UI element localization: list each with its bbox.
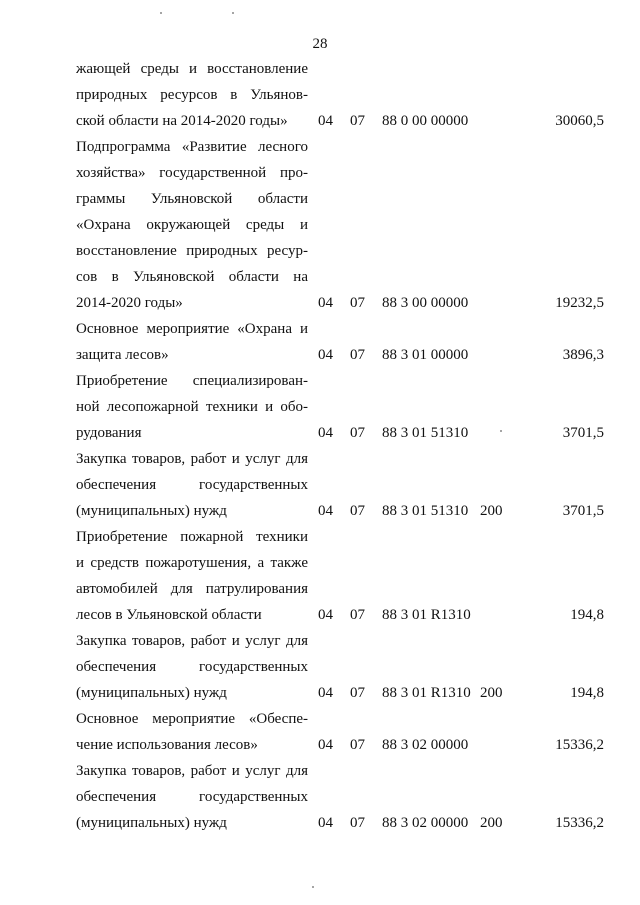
- target-article-code: 88 3 02 00000: [382, 737, 469, 753]
- expense-type-code: [480, 290, 510, 316]
- row-name-line: лесов в Ульяновской области: [76, 607, 262, 623]
- target-article-code: 88 3 01 R1310: [382, 685, 471, 701]
- row-name-line: рудования: [76, 425, 142, 441]
- scan-speck: [232, 12, 234, 14]
- row-name-line: Закупка товаров, работ и услуг для: [76, 763, 308, 779]
- row-name-line: хозяйства» государственной про-: [76, 165, 308, 181]
- expense-type-code: 200: [480, 685, 503, 701]
- row-name: [76, 706, 308, 758]
- section-code: 04: [318, 425, 333, 441]
- table-row: [0, 368, 640, 446]
- amount: 194,8: [570, 607, 604, 623]
- table-row: [0, 316, 640, 368]
- row-name-line: ской области на 2014-2020 годы»: [76, 113, 288, 129]
- row-name-line: сов в Ульяновской области на: [76, 269, 308, 285]
- row-name-line: природных ресурсов в Ульянов-: [76, 87, 308, 103]
- row-name-line: автомобилей для патрулирования: [76, 581, 308, 597]
- row-name-line: «Охрана окружающей среды и: [76, 217, 308, 233]
- row-name-line: обеспечения государственных: [76, 659, 308, 675]
- row-name: [76, 316, 308, 368]
- section-code: 04: [318, 113, 333, 129]
- amount: 3896,3: [562, 347, 604, 363]
- row-name-line: (муниципальных) нужд: [76, 685, 227, 701]
- table-row: [0, 446, 640, 524]
- row-name: [76, 56, 308, 134]
- row-name-line: Основное мероприятие «Обеспе-: [76, 711, 308, 727]
- budget-table: [0, 56, 640, 836]
- scan-speck: [500, 430, 502, 432]
- amount: 15336,2: [555, 815, 604, 831]
- subsection-code: 07: [350, 113, 365, 129]
- expense-type-code: 200: [480, 815, 503, 831]
- table-row: [0, 134, 640, 316]
- row-name-line: Приобретение специализирован-: [76, 373, 308, 389]
- expense-type-code: [480, 108, 510, 134]
- subsection-code: 07: [350, 347, 365, 363]
- target-article-code: 88 3 02 00000: [382, 815, 469, 831]
- amount: 3701,5: [562, 503, 604, 519]
- target-article-code: 88 0 00 00000: [382, 113, 469, 129]
- row-name: [76, 134, 308, 316]
- row-name-line: Приобретение пожарной техники: [76, 529, 308, 545]
- row-name-line: ной лесопожарной техники и обо-: [76, 399, 308, 415]
- row-name-line: (муниципальных) нужд: [76, 503, 227, 519]
- amount: 19232,5: [555, 295, 604, 311]
- scan-speck: [312, 886, 314, 888]
- target-article-code: 88 3 01 51310: [382, 425, 469, 441]
- table-row: [0, 56, 640, 134]
- target-article-code: 88 3 01 51310: [382, 503, 469, 519]
- subsection-code: 07: [350, 607, 365, 623]
- row-name: [76, 368, 308, 446]
- expense-type-code: 200: [480, 503, 503, 519]
- subsection-code: 07: [350, 815, 365, 831]
- row-name: [76, 628, 308, 706]
- row-name-line: обеспечения государственных: [76, 789, 308, 805]
- section-code: 04: [318, 607, 333, 623]
- row-name-line: обеспечения государственных: [76, 477, 308, 493]
- row-name-line: восстановление природных ресур-: [76, 243, 308, 259]
- section-code: 04: [318, 503, 333, 519]
- page-number: 28: [312, 36, 328, 52]
- scan-speck: [160, 12, 162, 14]
- row-name-line: защита лесов»: [76, 347, 169, 363]
- target-article-code: 88 3 00 00000: [382, 295, 469, 311]
- row-name: [76, 524, 308, 628]
- table-row: [0, 524, 640, 628]
- expense-type-code: [480, 602, 510, 628]
- table-row: [0, 758, 640, 836]
- row-name-line: и средств пожаротушения, а также: [76, 555, 308, 571]
- amount: 30060,5: [555, 113, 604, 129]
- section-code: 04: [318, 295, 333, 311]
- row-name-line: (муниципальных) нужд: [76, 815, 227, 831]
- expense-type-code: [480, 342, 510, 368]
- section-code: 04: [318, 347, 333, 363]
- subsection-code: 07: [350, 425, 365, 441]
- amount: 194,8: [570, 685, 604, 701]
- row-name-line: Закупка товаров, работ и услуг для: [76, 633, 308, 649]
- amount: 3701,5: [562, 425, 604, 441]
- row-name: [76, 446, 308, 524]
- target-article-code: 88 3 01 00000: [382, 347, 469, 363]
- expense-type-code: [480, 420, 510, 446]
- row-name-line: 2014-2020 годы»: [76, 295, 183, 311]
- table-row: [0, 706, 640, 758]
- row-name-line: граммы Ульяновской области: [76, 191, 308, 207]
- expense-type-code: [480, 732, 510, 758]
- target-article-code: 88 3 01 R1310: [382, 607, 471, 623]
- subsection-code: 07: [350, 503, 365, 519]
- row-name-line: Подпрограмма «Развитие лесного: [76, 139, 308, 155]
- section-code: 04: [318, 815, 333, 831]
- section-code: 04: [318, 737, 333, 753]
- section-code: 04: [318, 685, 333, 701]
- table-row: [0, 628, 640, 706]
- row-name-line: Закупка товаров, работ и услуг для: [76, 451, 308, 467]
- subsection-code: 07: [350, 685, 365, 701]
- subsection-code: 07: [350, 295, 365, 311]
- subsection-code: 07: [350, 737, 365, 753]
- row-name: [76, 758, 308, 836]
- row-name-line: Основное мероприятие «Охрана и: [76, 321, 308, 337]
- row-name-line: чение использования лесов»: [76, 737, 258, 753]
- row-name-line: жающей среды и восстановление: [76, 61, 308, 77]
- amount: 15336,2: [555, 737, 604, 753]
